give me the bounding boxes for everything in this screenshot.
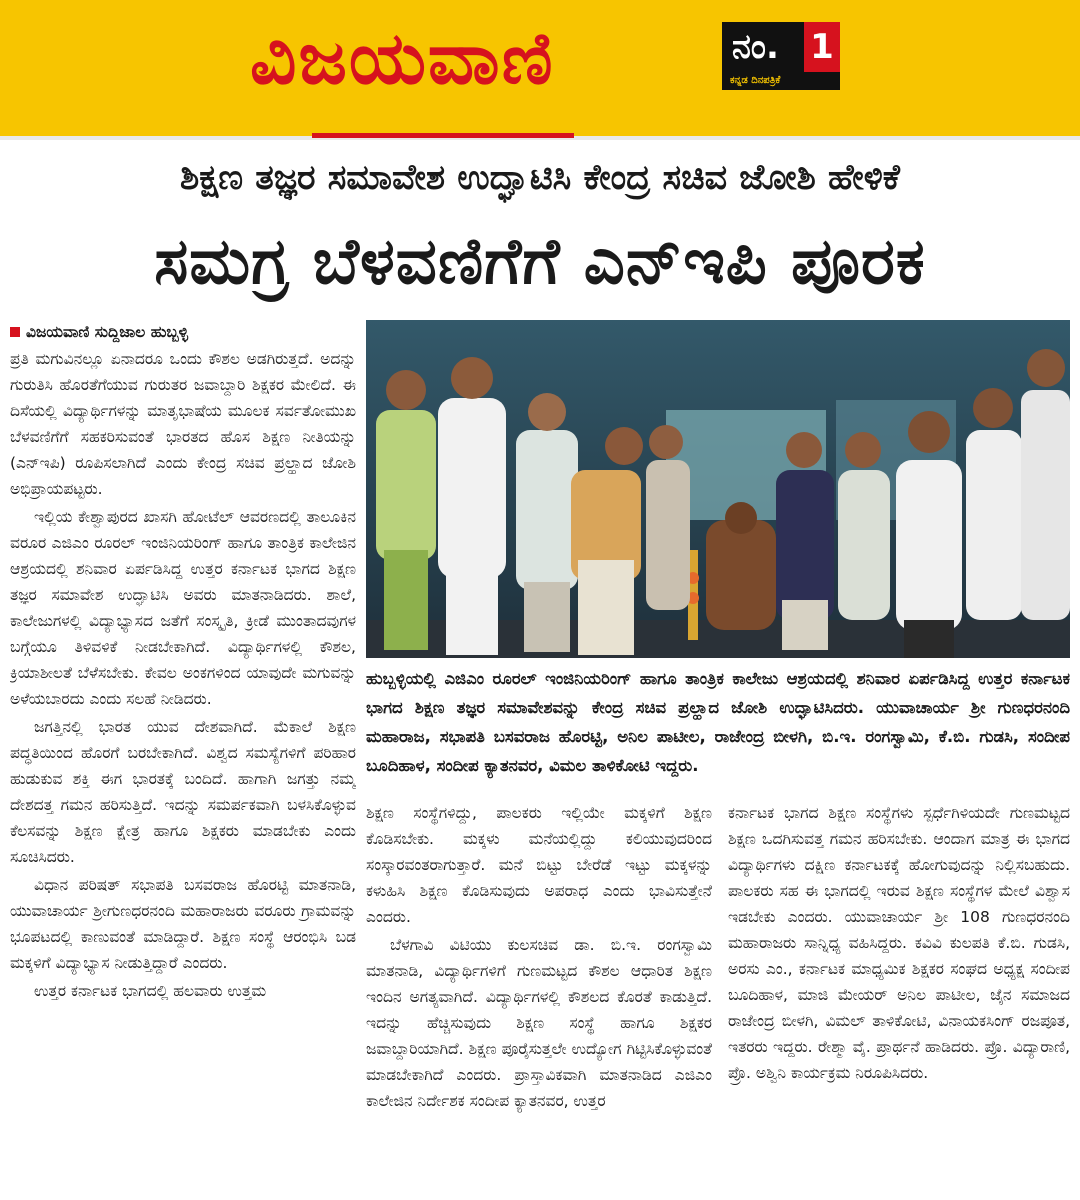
paragraph: ಇಲ್ಲಿಯ ಕೇಶ್ವಾಪುರದ ಖಾಸಗಿ ಹೋಟೆಲ್ ಆವರಣದಲ್ಲಿ ತಾಲೂಕಿನ ವರೂರ ಎಜಿಎಂ ರೂರಲ್ ಇಂಜಿನಿಯರಿಂಗ್ ಹಾಗೂ ತಾಂತ್ರಿಕ ಕಾಲೇಜಿನ ಆಶ್ರಯದಲ್ಲಿ ಶನಿವಾರ ಏರ್ಪಡಿಸಿದ್ದ ಉತ್ತರ ಕರ್ನಾಟಕ ಭಾಗದ ಶಿಕ್ಷಣ ತಜ್ಞರ ಸಮಾವೇಶ ಉದ್ಘಾಟಿಸಿ ಅವರು ಮಾತನಾಡಿದರು. ಶಾಲೆ, ಕಾಲೇಜುಗಳಲ್ಲಿ ವಿದ್ಯಾಭ್ಯಾಸದ ಜತೆಗೆ ಸಂಸ್ಕೃತಿ, ಕ್ರೀಡೆ ಮುಂತಾದವುಗಳ ಬಗ್ಗೆಯೂ ತಿಳಿವಳಿಕೆ ನೀಡಬೇಕಾಗಿದೆ. ವಿದ್ಯಾರ್ಥಿಗಳಲ್ಲಿ ಕೌಶಲ, ಕ್ರಿಯಾಶೀಲತೆ ಬೆಳೆಸಬೇಕು. ಕೇವಲ ಅಂಕಗಳಿಂದ ಯಾವುದೇ ಮಗುವನ್ನು ಅಳೆಯಬಾರದು ಎಂದು ಸಲಹೆ ನೀಡಿದರು. bbox=[10, 508, 356, 708]
paragraph: ಕರ್ನಾಟಕ ಭಾಗದ ಶಿಕ್ಷಣ ಸಂಸ್ಥೆಗಳು ಸ್ಪರ್ಧೆಗಿಳಿಯದೇ ಗುಣಮಟ್ಟದ ಶಿಕ್ಷಣ ಒದಗಿಸುವತ್ತ ಗಮನ ಹರಿಸಬೇಕು. ಆಂದಾಗ ಮಾತ್ರ ಈ ಭಾಗದ ವಿದ್ಯಾರ್ಥಿಗಳು ದಕ್ಷಿಣ ಕರ್ನಾಟಕಕ್ಕೆ ಹೋಗುವುದನ್ನು ನಿಲ್ಲಿಸಬಹುದು. ಪಾಲಕರು ಸಹ ಈ ಭಾಗದಲ್ಲಿ ಇರುವ ಶಿಕ್ಷಣ ಸಂಸ್ಥೆಗಳ ಮೇಲೆ ವಿಶ್ವಾಸ ಇಡಬೇಕು ಎಂದರು. ಯುವಾಚಾರ್ಯ ಶ್ರೀ 108 ಗುಣಧರನಂದಿ ಮಹಾರಾಜರು ಸಾನ್ನಿಧ್ಯ ವಹಿಸಿದ್ದರು. ಕವಿವಿ ಕುಲಪತಿ ಕೆ.ಬಿ. ಗುಡಸಿ, ಅರಸು ಎಂ., ಕರ್ನಾಟಕ ಮಾಧ್ಯಮಿಕ ಶಿಕ್ಷಕರ ಸಂಘದ ಅಧ್ಯಕ್ಷ ಸಂದೀಪ ಬೂದಿಹಾಳ, ಮಾಜಿ ಮೇಯರ್ ಅನಿಲ ಪಾಟೀಲ, ಜೈನ ಸಮಾಜದ ರಾಜೇಂದ್ರ ಬೀಳಗಿ, ವಿಮಲ್ ತಾಳಿಕೋಟಿ, ವಿನಾಯಕಸಿಂಗ್ ರಜಪೂತ, ಇತರರು ಇದ್ದರು. ರೇಶ್ಮಾ ವೈ. ಪ್ರಾರ್ಥನೆ ಹಾಡಿದರು. ಪ್ರೊ. ವಿದ್ಯಾರಾಣಿ, ಪ್ರೊ. ಅಶ್ವಿನಿ ಕಾರ್ಯಕ್ರಮ ನಿರೂಪಿಸಿದರು. bbox=[728, 804, 1070, 1082]
number-one-badge bbox=[722, 22, 840, 90]
event-photo-illustration bbox=[366, 320, 1070, 658]
article-kicker: ಶಿಕ್ಷಣ ತಜ್ಞರ ಸಮಾವೇಶ ಉದ್ಘಾಟಿಸಿ ಕೇಂದ್ರ ಸಚಿವ ಜೋಶಿ ಹೇಳಿಕೆ bbox=[180, 158, 900, 198]
article-headline: ಸಮಗ್ರ ಬೆಳವಣಿಗೆಗೆ ಎನ್‌ಇಪಿ ಪೂರಕ bbox=[154, 225, 926, 299]
paragraph: ಉತ್ತರ ಕರ್ನಾಟಕ ಭಾಗದಲ್ಲಿ ಹಲವಾರು ಉತ್ತಮ bbox=[34, 982, 267, 1000]
dateline-text: ವಿಜಯವಾಣಿ ಸುದ್ದಿಜಾಲ ಹುಬ್ಬಳ್ಳಿ bbox=[26, 323, 189, 341]
masthead bbox=[0, 0, 1080, 136]
article-middle-column bbox=[366, 800, 712, 1200]
article-right-column bbox=[728, 800, 1070, 1200]
event-photo bbox=[366, 320, 1070, 658]
newspaper-logo: ವಿಜಯವಾಣಿ bbox=[250, 16, 555, 100]
masthead-red-accent bbox=[312, 133, 574, 138]
dateline bbox=[10, 320, 356, 344]
paragraph: ಜಗತ್ತಿನಲ್ಲಿ ಭಾರತ ಯುವ ದೇಶವಾಗಿದೆ. ಮೆಕಾಲೆ ಶಿಕ್ಷಣ ಪದ್ಧತಿಯಿಂದ ಹೊರಗೆ ಬರಬೇಕಾಗಿದೆ. ವಿಶ್ವದ ಸಮಸ್ಯೆಗಳಿಗೆ ಪರಿಹಾರ ಹುಡುಕುವ ಶಕ್ತಿ ಈಗ ಭಾರತಕ್ಕೆ ಬಂದಿದೆ. ಹಾಗಾಗಿ ಜಗತ್ತು ನಮ್ಮ ದೇಶದತ್ತ ಗಮನ ಹರಿಸುತ್ತಿದೆ. ಇದನ್ನು ಸಮರ್ಪಕವಾಗಿ ಬಳಸಿಕೊಳ್ಳುವ ಕೆಲಸವನ್ನು ಶಿಕ್ಷಣ ಕ್ಷೇತ್ರ ಹಾಗೂ ಶಿಕ್ಷಕರು ಮಾಡಬೇಕು ಎಂದು ಸೂಚಿಸಿದರು. bbox=[10, 718, 356, 866]
badge-main-text: ನಂ. bbox=[732, 27, 779, 67]
paragraph: ಪ್ರತಿ ಮಗುವಿನಲ್ಲೂ ಏನಾದರೂ ಒಂದು ಕೌಶಲ ಅಡಗಿರುತ್ತದೆ. ಅದನ್ನು ಗುರುತಿಸಿ ಹೊರತೆಗೆಯುವ ಗುರುತರ ಜವಾಬ್ದಾರಿ ಶಿಕ್ಷಕರ ಮೇಲಿದೆ. ಈ ದಿಸೆಯಲ್ಲಿ ವಿದ್ಯಾರ್ಥಿಗಳನ್ನು ಮಾತೃಭಾಷೆಯ ಮೂಲಕ ಸರ್ವತೋಮುಖ ಬೆಳವಣಿಗೆಗೆ ಸಹಕರಿಸುವಂತೆ ಭಾರತದ ಹೊಸ ಶಿಕ್ಷಣ ನೀತಿಯನ್ನು (ಎನ್‌ಇಪಿ) ರೂಪಿಸಲಾಗಿದೆ ಎಂದು ಕೇಂದ್ರ ಸಚಿವ ಪ್ರಲ್ಹಾದ ಜೋಶಿ ಅಭಿಪ್ರಾಯಪಟ್ಟರು. bbox=[10, 350, 356, 498]
paragraph: ಶಿಕ್ಷಣ ಸಂಸ್ಥೆಗಳಿದ್ದು, ಪಾಲಕರು ಇಲ್ಲಿಯೇ ಮಕ್ಕಳಿಗೆ ಶಿಕ್ಷಣ ಕೊಡಿಸಬೇಕು. ಮಕ್ಕಳು ಮನೆಯಲ್ಲಿದ್ದು ಕಲಿಯುವುದರಿಂದ ಸಂಸ್ಕಾರವಂತರಾಗುತ್ತಾರೆ. ಮನೆ ಬಿಟ್ಟು ಬೇರೆಡೆ ಇಟ್ಟು ಮಕ್ಕಳನ್ನು ಕಳುಹಿಸಿ ಶಿಕ್ಷಣ ಕೊಡಿಸುವುದು ಅಪರಾಧ ಎಂದು ಭಾವಿಸುತ್ತೇನೆ ಎಂದರು. bbox=[366, 804, 712, 926]
red-square-icon bbox=[10, 327, 20, 337]
paragraph: ಬೆಳಗಾವಿ ವಿಟಿಯು ಕುಲಸಚಿವ ಡಾ. ಬಿ.ಇ. ರಂಗಸ್ವಾಮಿ ಮಾತನಾಡಿ, ವಿದ್ಯಾರ್ಥಿಗಳಿಗೆ ಗುಣಮಟ್ಟದ ಕೌಶಲ ಆಧಾರಿತ ಶಿಕ್ಷಣ ಇಂದಿನ ಅಗತ್ಯವಾಗಿದೆ. ವಿದ್ಯಾರ್ಥಿಗಳಲ್ಲಿ ಕೌಶಲದ ಕೊರತೆ ಕಾಡುತ್ತಿದೆ. ಇದನ್ನು ಹೆಚ್ಚಿಸುವುದು ಶಿಕ್ಷಣ ಸಂಸ್ಥೆ ಹಾಗೂ ಶಿಕ್ಷಕರ ಜವಾಬ್ದಾರಿಯಾಗಿದೆ. ಶಿಕ್ಷಣ ಪೂರೈಸುತ್ತಲೇ ಉದ್ಯೋಗ ಗಿಟ್ಟಿಸಿಕೊಳ್ಳುವಂತೆ ಮಾಡಬೇಕಾಗಿದೆ ಎಂದರು. ಪ್ರಾಸ್ತಾವಿಕವಾಗಿ ಮಾತನಾಡಿದ ಎಜಿಎಂ ಕಾಲೇಜಿನ ನಿರ್ದೇಶಕ ಸಂದೀಪ ಕ್ಯಾತನವರ, ಉತ್ತರ bbox=[366, 936, 712, 1110]
badge-subtitle: ಕನ್ನಡ ದಿನಪತ್ರಿಕೆ bbox=[730, 75, 781, 86]
badge-number: 1 bbox=[804, 22, 840, 72]
paragraph: ವಿಧಾನ ಪರಿಷತ್ ಸಭಾಪತಿ ಬಸವರಾಜ ಹೊರಟ್ಟಿ ಮಾತನಾಡಿ, ಯುವಾಚಾರ್ಯ ಶ್ರೀಗುಣಧರನಂದಿ ಮಹಾರಾಜರು ವರೂರು ಗ್ರಾಮವನ್ನು ಭೂಪಟದಲ್ಲಿ ಕಾಣುವಂತೆ ಮಾಡಿದ್ದಾರೆ. ಶಿಕ್ಷಣ ಸಂಸ್ಥೆ ಆರಂಭಿಸಿ ಬಡ ಮಕ್ಕಳಿಗೆ ವಿದ್ಯಾಭ್ಯಾಸ ನೀಡುತ್ತಿದ್ದಾರೆ ಎಂದರು. bbox=[10, 876, 356, 972]
article-left-column bbox=[10, 320, 356, 1200]
photo-caption: ಹುಬ್ಬಳ್ಳಿಯಲ್ಲಿ ಎಜಿಎಂ ರೂರಲ್ ಇಂಜಿನಿಯರಿಂಗ್ ಹಾಗೂ ತಾಂತ್ರಿಕ ಕಾಲೇಜು ಆಶ್ರಯದಲ್ಲಿ ಶನಿವಾರ ಏರ್ಪಡಿಸಿದ್ದ ಉತ್ತರ ಕರ್ನಾಟಕ ಭಾಗದ ಶಿಕ್ಷಣ ತಜ್ಞರ ಸಮಾವೇಶವನ್ನು ಕೇಂದ್ರ ಸಚಿವ ಪ್ರಲ್ಹಾದ ಜೋಶಿ ಉದ್ಘಾಟಿಸಿದರು. ಯುವಾಚಾರ್ಯ ಶ್ರೀ ಗುಣಧರನಂದಿ ಮಹಾರಾಜ, ಸಭಾಪತಿ ಬಸವರಾಜ ಹೊರಟ್ಟಿ, ಅನಿಲ ಪಾಟೀಲ, ರಾಜೇಂದ್ರ ಬೀಳಗಿ, ಬಿ.ಇ. ರಂಗಸ್ವಾಮಿ, ಕೆ.ಬಿ. ಗುಡಸಿ, ಸಂದೀಪ ಬೂದಿಹಾಳ, ಸಂದೀಪ ಕ್ಯಾತನವರ, ವಿಮಲ ತಾಳಿಕೋಟಿ ಇದ್ದರು. bbox=[366, 669, 1070, 775]
